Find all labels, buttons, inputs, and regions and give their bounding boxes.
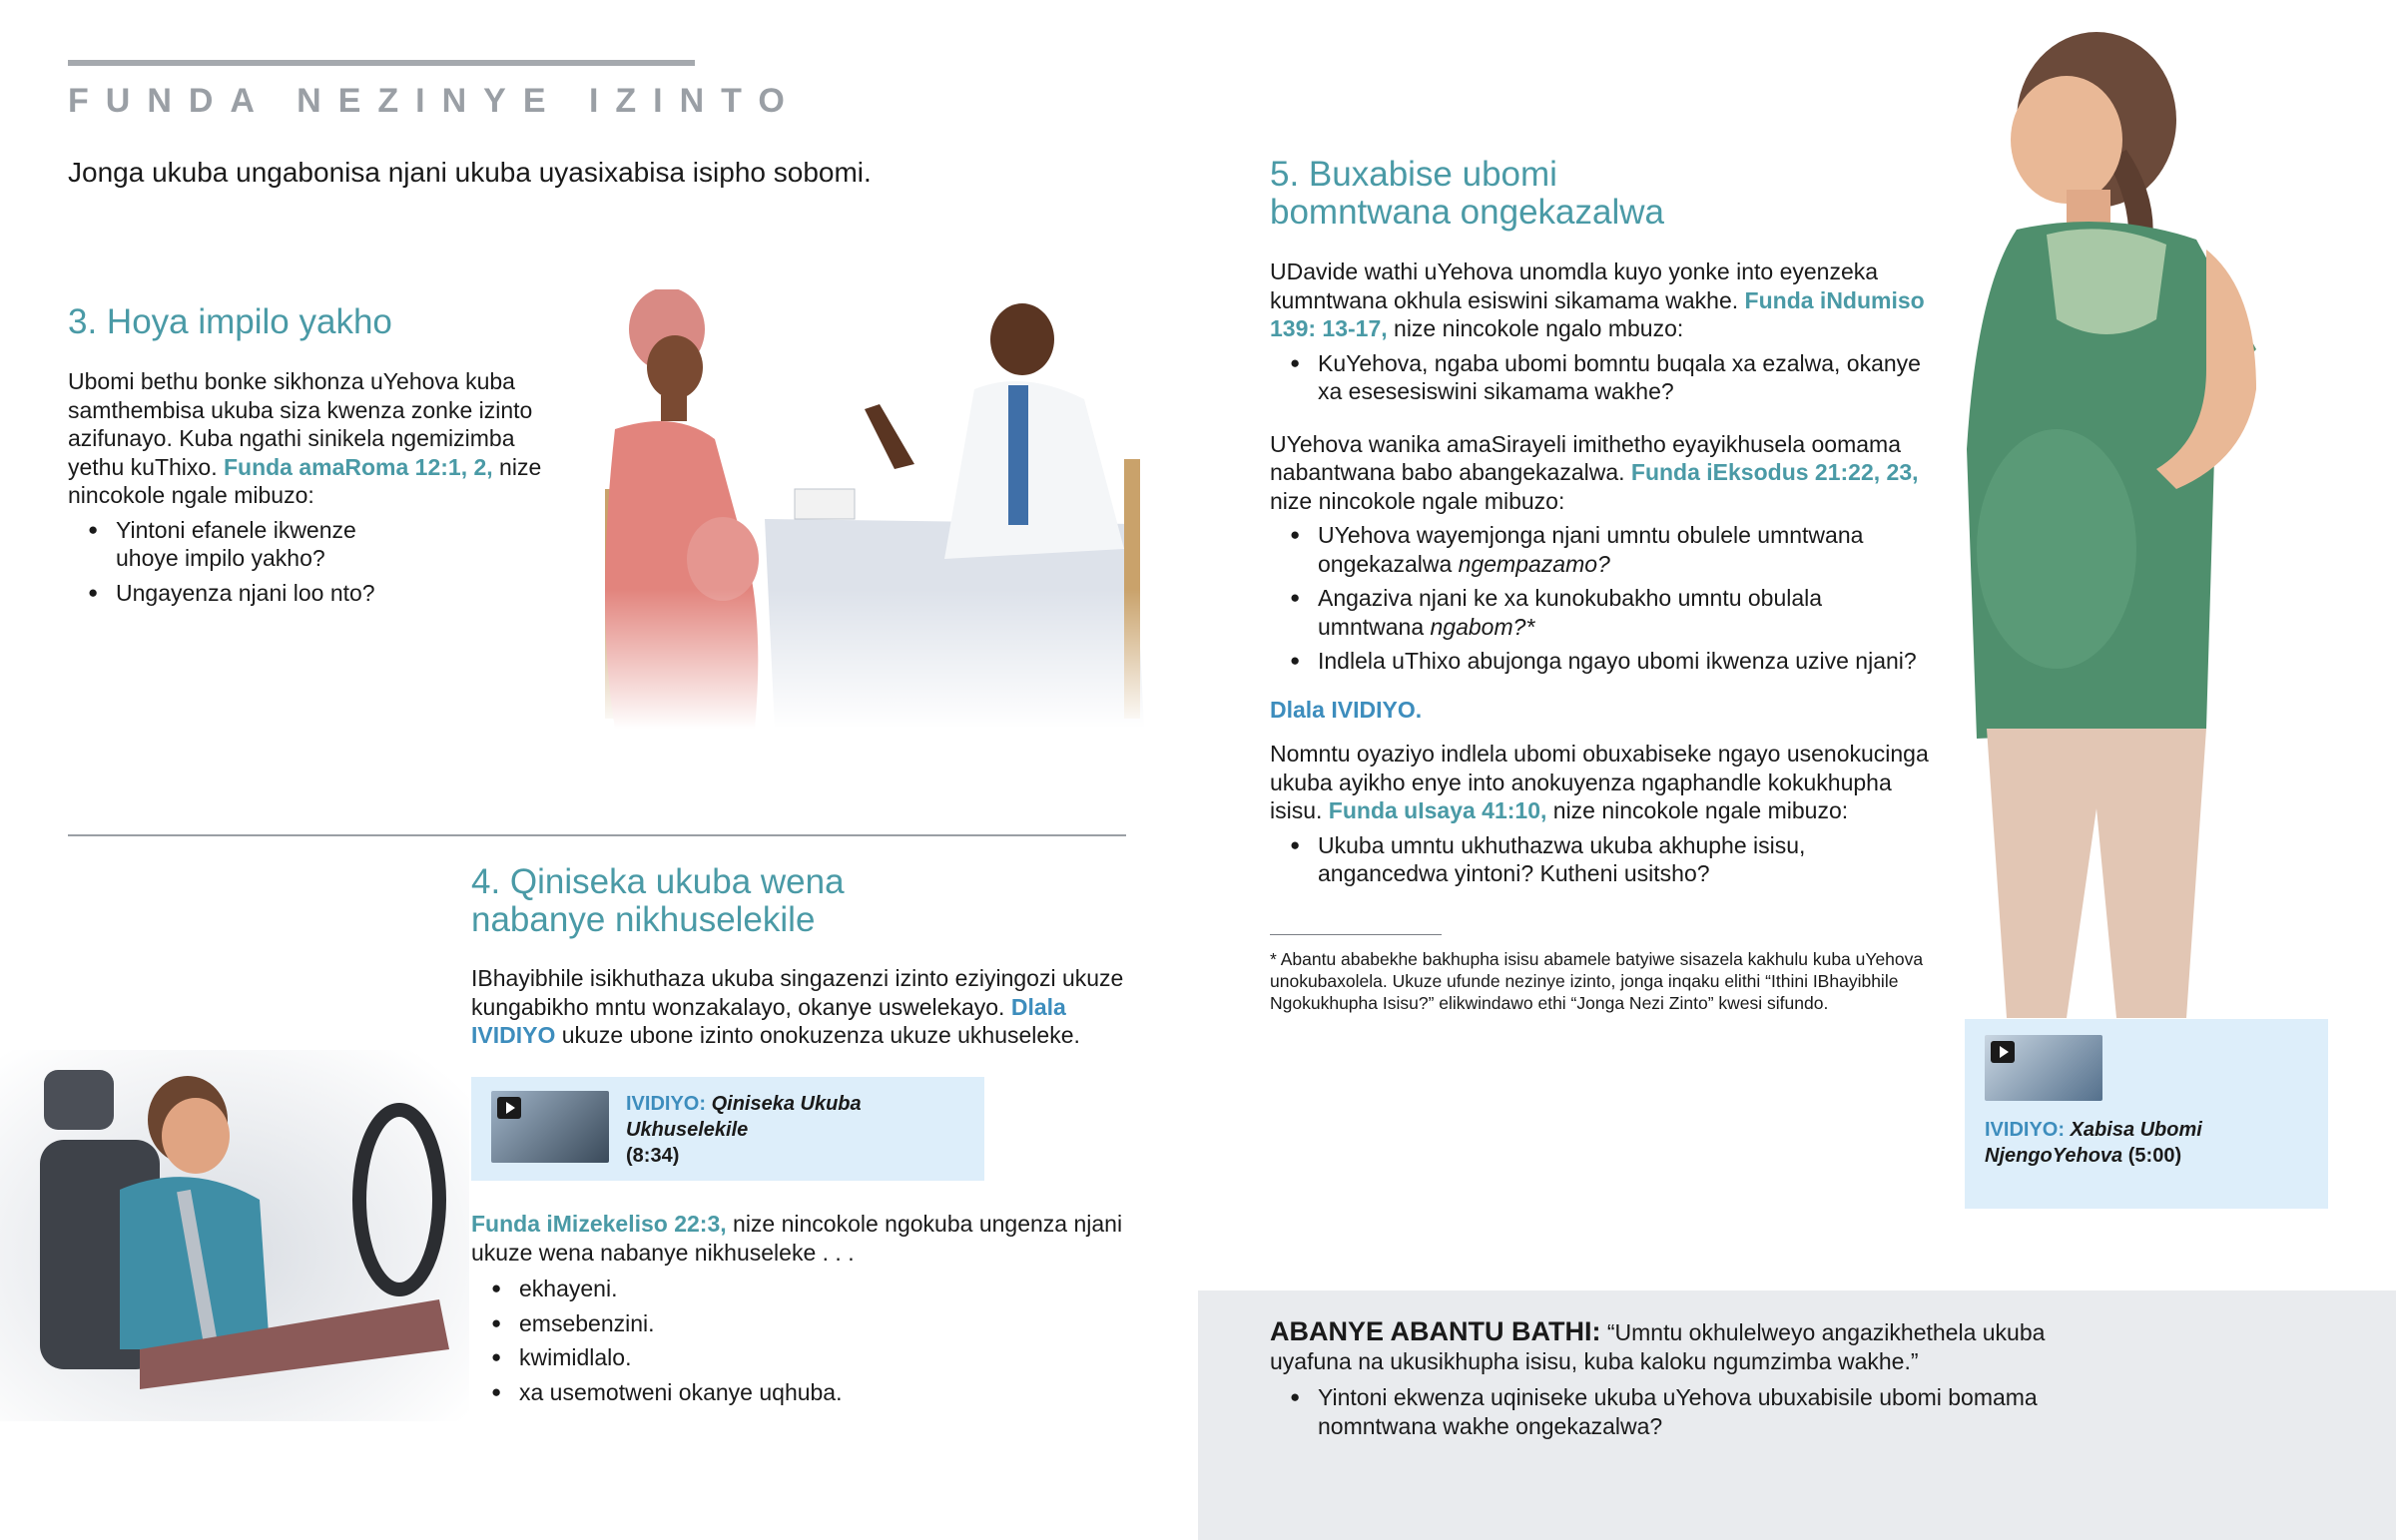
others-say-content <box>1270 1317 2049 1440</box>
video-thumbnail[interactable] <box>1985 1035 2102 1101</box>
video-thumbnail[interactable] <box>491 1091 609 1163</box>
play-icon[interactable] <box>497 1097 521 1119</box>
question-item: ● Ukuba umntu ukhuthazwa ukuba akhuphe isisu, angancedwa yintoni? Kutheni usitsho? <box>1270 831 1929 888</box>
section-4-list <box>471 1275 1130 1406</box>
others-say-list <box>1270 1383 2049 1440</box>
question-item: ● Angaziva njani ke xa kunokubakho umntu obulala umntwana ngabom?* <box>1270 584 1929 641</box>
section-kicker: FUNDA NEZINYE IZINTO <box>68 82 802 120</box>
footnote-rule <box>1270 934 1442 935</box>
question-item: ● Yintoni efanele ikwenze uhoye impilo yakho? <box>68 516 357 573</box>
scripture-ref-isaiah[interactable]: Funda uIsaya 41:10, <box>1328 797 1547 823</box>
question-item: ● KuYehova, ngaba ubomi bomntu buqala xa ezalwa, okanye xa esesesiswini sikamama wakhe? <box>1270 349 1929 406</box>
illustration-pregnant-woman <box>1957 30 2356 1018</box>
video-caption: IVIDIYO: Xabisa Ubomi NjengoYehova (5:00) <box>1985 1119 2202 1167</box>
play-video-link[interactable]: Dlala IVIDIYO <box>471 993 1066 1048</box>
section-5-paragraph-1: UDavide wathi uYehova unomdla kuyo yonke into eyenzeka kumntwana okhula esiswini sikamama wakhe. Funda iNdumiso 139: 13-17, nize nincokole ngalo mbuzo: <box>1270 258 1925 341</box>
section-5-paragraph-2: UYehova wanika amaSirayeli imithetho eyayikhusela oomama nabantwana babo abangekazalwa. Funda iEksodus 21:22, 23, nize nincokole ngale mibuzo: <box>1270 430 1919 514</box>
list-item: ● ekhayeni. <box>471 1275 1130 1303</box>
intro-text: Jonga ukuba ungabonisa njani ukuba uyasixabisa isipho sobomi. <box>68 157 872 188</box>
section-4-paragraph: IBhayibhile isikhuthaza ukuba singazenzi izinto eziyingozi ukuze kungabikho mntu wonzakalayo, okanye uswelekayo. Dlala IVIDIYO ukuze ubone izinto onokuzenza ukuze ukhuseleke. <box>471 965 1124 1048</box>
section-4-title: 4. Qiniseka ukuba wena nabanye nikhuselekile <box>471 862 845 939</box>
video-card-safety[interactable] <box>471 1077 984 1181</box>
scripture-ref-proverbs[interactable]: Funda iMizekeliso 22:3, <box>471 1211 727 1237</box>
illustration-seatbelt <box>0 1050 469 1421</box>
list-item: ● emsebenzini. <box>471 1309 1130 1338</box>
section-4-paragraph-2: Funda iMizekeliso 22:3, nize nincokole ngokuba ungenza njani ukuze wena nabanye nikhuseleke . . . <box>471 1211 1123 1266</box>
section-5-list-3 <box>1270 831 1929 888</box>
section-5-paragraph-3: Nomntu oyaziyo indlela ubomi obuxabiseke ngayo usenokucinga ukuba ayikho enye into anokuyenza ngaphandle kokukhupha isisu. Funda uIsaya 41:10, nize nincokole ngale mibuzo: <box>1270 741 1929 823</box>
footnote: * Abantu ababekhe bakhupha isisu abamele batyiwe sisazela kakhulu kuba uYehova unokubaxolela. Ukuze ufunde nezinye izinto, jonga inqaku elithi “Ithini IBhayibhile Ngokukhupha Isisu?” elikwindawo ethi “Jonga Nezi Zinto” kwesi sifundo. <box>1270 949 1924 1013</box>
others-say-quote: ABANYE ABANTU BATHI: “Umntu okhulelweyo angazikhethela ukuba uyafuna na ukusikhupha isisu, kuba kaloku ngumzimba wakhe.” <box>1270 1316 2046 1374</box>
pregnant-woman-image <box>1957 30 2356 1018</box>
section-5-list-2 <box>1270 521 1929 676</box>
video-card-value-life[interactable] <box>1965 1019 2328 1209</box>
question-item: ● Indlela uThixo abujonga ngayo ubomi ikwenza uzive njani? <box>1270 647 1929 676</box>
seatbelt-image <box>0 1050 469 1421</box>
list-item: ● kwimidlalo. <box>471 1343 1130 1372</box>
list-item: ● xa usemotweni okanye uqhuba. <box>471 1378 1130 1407</box>
video-caption: IVIDIYO: Qiniseka Ukuba Ukhuselekile (8:34) <box>626 1093 862 1167</box>
section-3-questions <box>68 516 557 608</box>
section-4-reading <box>471 1210 1130 1406</box>
question-item: ● Yintoni ekwenza uqiniseke ukuba uYehova ubuxabisile ubomi bomama nomntwana wakhe ongekazalwa? <box>1270 1383 2049 1440</box>
question-item: ● UYehova wayemjonga njani umntu obulele umntwana ongekazalwa ngempazamo? <box>1270 521 1929 578</box>
play-icon[interactable] <box>1991 1041 2015 1063</box>
scripture-ref-psalm[interactable]: Funda iNdumiso 139: 13-17, <box>1270 286 1925 341</box>
header-rule <box>68 60 695 66</box>
scripture-ref-exodus[interactable]: Funda iEksodus 21:22, 23, <box>1630 459 1919 485</box>
play-video-link-2[interactable]: Dlala IVIDIYO. <box>1270 696 1423 723</box>
scripture-ref-romans[interactable]: Funda amaRoma 12:1, 2, <box>223 453 493 480</box>
section-5-list-1 <box>1270 349 1929 406</box>
section-divider <box>68 834 1126 836</box>
section-5-title: 5. Buxabise ubomi bomntwana ongekazalwa <box>1270 155 1664 232</box>
section-5-body <box>1270 257 1929 888</box>
illustration-doctor-visit <box>595 289 1154 729</box>
section-3-title: 3. Hoya impilo yakho <box>68 302 392 341</box>
section-4-body <box>471 964 1130 1050</box>
section-3-paragraph: Ubomi bethu bonke sikhonza uYehova kuba samthembisa ukuba siza kwenza zonke izinto azifunayo. Kuba ngathi sinikela ngemizimba yethu kuThixo. Funda amaRoma 12:1, 2, nize nincokole ngale mibuzo: <box>68 368 542 508</box>
section-3-body <box>68 367 557 607</box>
question-item: ● Ungayenza njani loo nto? <box>68 579 557 608</box>
doctor-visit-image <box>595 289 1154 729</box>
